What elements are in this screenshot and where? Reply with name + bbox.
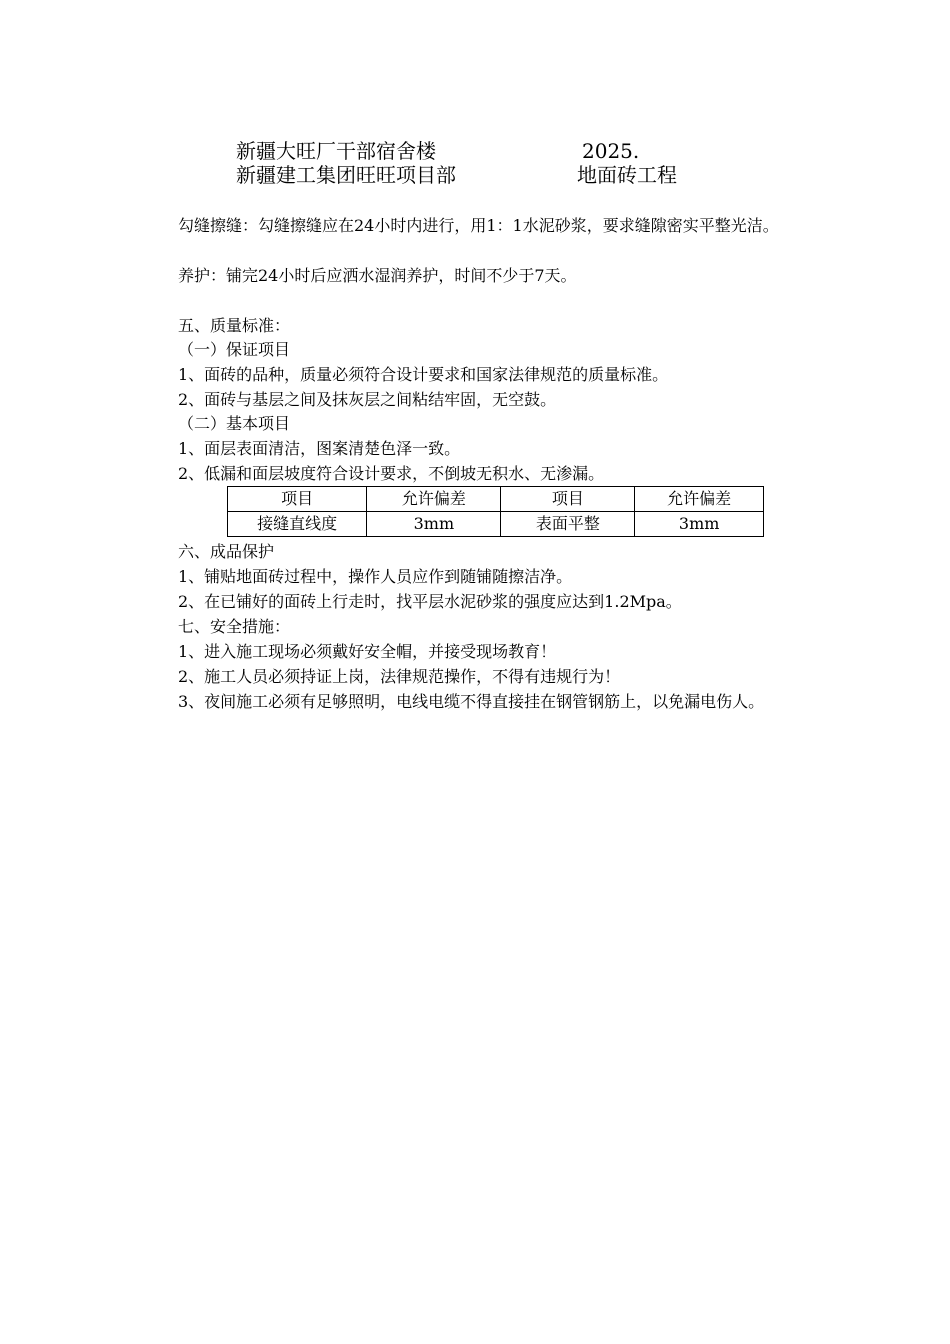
tolerance-table xyxy=(227,486,764,537)
guarantee-item: 2、面砖与基层之间及抹灰层之间粘结牢固，无空鼓。 xyxy=(178,390,557,409)
section-protection-heading: 六、成品保护 xyxy=(178,542,275,561)
safety-item: 1、进入施工现场必须戴好安全帽，并接受现场教育！ xyxy=(178,642,557,661)
table-cell: 3mm xyxy=(367,512,501,537)
table-row xyxy=(228,512,764,537)
table-cell: 表面平整 xyxy=(501,512,635,537)
table-cell: 3mm xyxy=(635,512,764,537)
paragraph-pointing: 勾缝擦缝：勾缝擦缝应在24小时内进行，用1：1水泥砂浆，要求缝隙密实平整光洁。 xyxy=(178,216,779,235)
header-work-type: 地面砖工程 xyxy=(577,163,677,187)
table-header-row xyxy=(228,487,764,512)
subsection-basic-heading: （二）基本项目 xyxy=(178,414,291,433)
header-date: 2025. xyxy=(582,139,640,163)
header-project-name: 新疆大旺厂干部宿舍楼 xyxy=(236,139,436,163)
table-header-cell: 允许偏差 xyxy=(367,487,501,512)
safety-item: 3、夜间施工必须有足够照明，电线电缆不得直接挂在钢管钢筋上，以免漏电伤人。 xyxy=(178,692,765,711)
table-header-cell: 允许偏差 xyxy=(635,487,764,512)
basic-item: 1、面层表面清洁，图案清楚色泽一致。 xyxy=(178,439,461,458)
section-quality-heading: 五、质量标准： xyxy=(178,316,291,335)
subsection-guarantee-heading: （一）保证项目 xyxy=(178,340,291,359)
safety-item: 2、施工人员必须持证上岗，法律规范操作，不得有违规行为！ xyxy=(178,667,621,686)
guarantee-item: 1、面砖的品种，质量必须符合设计要求和国家法律规范的质量标准。 xyxy=(178,365,669,384)
header-company: 新疆建工集团旺旺项目部 xyxy=(236,163,456,187)
table-header-cell: 项目 xyxy=(501,487,635,512)
table-header-cell: 项目 xyxy=(228,487,367,512)
protection-item: 2、在已铺好的面砖上行走时，找平层水泥砂浆的强度应达到1.2Mpa。 xyxy=(178,592,682,611)
protection-item: 1、铺贴地面砖过程中，操作人员应作到随铺随擦洁净。 xyxy=(178,567,573,586)
section-safety-heading: 七、安全措施： xyxy=(178,617,291,636)
basic-item: 2、低漏和面层坡度符合设计要求，不倒坡无积水、无渗漏。 xyxy=(178,464,605,483)
table-cell: 接缝直线度 xyxy=(228,512,367,537)
paragraph-curing: 养护：铺完24小时后应洒水湿润养护，时间不少于7天。 xyxy=(178,266,577,285)
